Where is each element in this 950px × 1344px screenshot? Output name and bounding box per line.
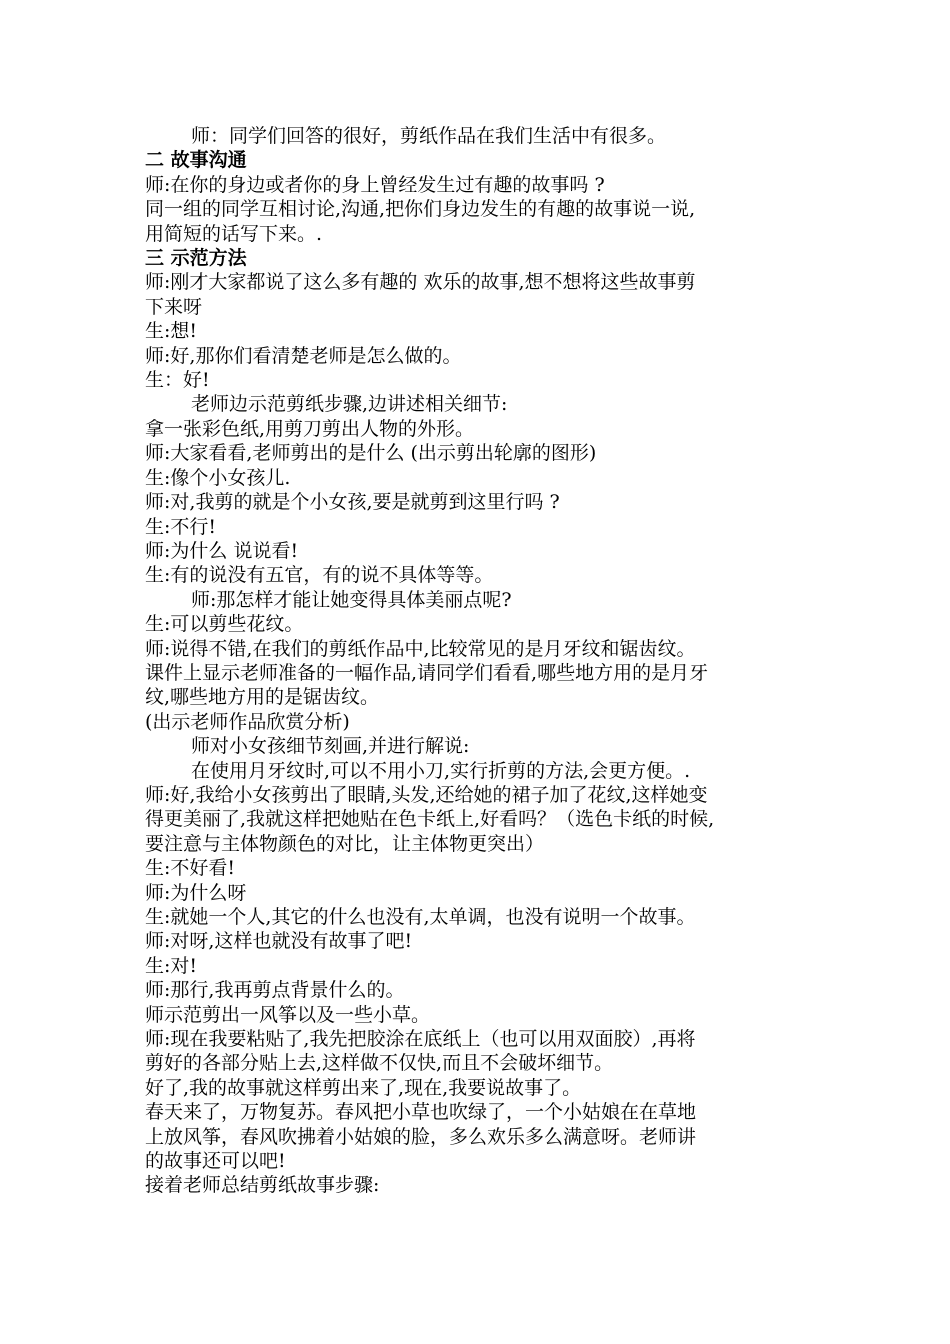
text-line: (出示老师作品欣赏分析) (145, 710, 350, 733)
text-line: 下来呀 (145, 295, 203, 318)
text-line: 师:对呀,这样也就没有故事了吧! (145, 930, 413, 953)
text-line: 师:在你的身边或者你的身上曾经发生过有趣的故事吗 ? (145, 173, 605, 196)
section-heading: 三 示范方法 (145, 247, 247, 270)
text-line: 同一组的同学互相讨论,沟通,把你们身边发生的有趣的故事说一说, (145, 198, 696, 221)
text-line: 生:对! (145, 954, 198, 977)
text-line: 师:那怎样才能让她变得具体美丽点呢? (191, 588, 512, 611)
text-line: 师:大家看看,老师剪出的是什么 (出示剪出轮廓的图形) (145, 442, 597, 465)
text-line: 得更美丽了,我就这样把她贴在色卡纸上,好看吗？（选色卡纸的时候, (145, 808, 715, 831)
text-line: 在使用月牙纹时,可以不用小刀,实行折剪的方法,会更方便。. (191, 759, 691, 782)
text-line: 用简短的话写下来。. (145, 222, 323, 245)
text-line: 师:好,我给小女孩剪出了眼睛,头发,还给她的裙子加了花纹,这样她变 (145, 783, 708, 806)
text-line: 师：同学们回答的很好，剪纸作品在我们生活中有很多。 (191, 125, 667, 147)
text-line: 生:就她一个人,其它的什么也没有,太单调，也没有说明一个故事。 (145, 906, 696, 928)
text-line: 上放风筝，春风吹拂着小姑娘的脸，多么欢乐多么满意呀。老师讲 (145, 1125, 697, 1148)
text-line: 生：好! (145, 369, 210, 392)
text-line: 师:现在我要粘贴了,我先把胶涂在底纸上（也可以用双面胶）,再将 (145, 1028, 696, 1051)
text-line: 老师边示范剪纸步骤,边讲述相关细节: (191, 393, 508, 416)
text-line: 要注意与主体物颜色的对比，让主体物更突出） (145, 832, 545, 855)
text-line: 师:好,那你们看清楚老师是怎么做的。 (145, 344, 462, 367)
text-line: 师:为什么呀 (145, 881, 247, 904)
text-line: 纹,哪些地方用的是锯齿纹。 (145, 686, 380, 709)
text-line: 接着老师总结剪纸故事步骤: (145, 1174, 380, 1197)
text-line: 春天来了，万物复苏。春风把小草也吹绿了，一个小姑娘在在草地 (145, 1101, 697, 1124)
section-heading: 二 故事沟通 (145, 149, 247, 172)
document-body (145, 124, 825, 1198)
text-line: 师:那行,我再剪点背景什么的。 (145, 979, 405, 1002)
text-line: 生:可以剪些花纹。 (145, 613, 304, 636)
text-line: 生:有的说没有五官，有的说不具体等等。 (145, 564, 494, 587)
text-line: 的故事还可以吧! (145, 1150, 286, 1173)
text-line: 课件上显示老师准备的一幅作品,请同学们看看,哪些地方用的是月牙 (145, 661, 709, 684)
text-line: 师:对,我剪的就是个小女孩,要是就剪到这里行吗 ? (145, 491, 560, 514)
text-line: 生:不行! (145, 515, 217, 538)
text-line: 好了,我的故事就这样剪出来了,现在,我要说故事了。 (145, 1076, 582, 1099)
text-line: 师对小女孩细节刻画,并进行解说: (191, 735, 470, 758)
text-line: 生:不好看! (145, 857, 236, 880)
text-line: 师:为什么 说说看! (145, 539, 299, 562)
text-line: 生:像个小女孩儿. (145, 466, 291, 489)
text-line: 师:刚才大家都说了这么多有趣的 欢乐的故事,想不想将这些故事剪 (145, 271, 696, 294)
text-line: 师:说得不错,在我们的剪纸作品中,比较常见的是月牙纹和锯齿纹。 (145, 637, 696, 660)
text-line: 师示范剪出一风筝以及一些小草。 (145, 1003, 431, 1026)
text-line: 拿一张彩色纸,用剪刀剪出人物的外形。 (145, 417, 475, 440)
text-line: 剪好的各部分贴上去,这样做不仅快,而且不会破坏细节。 (145, 1052, 614, 1075)
text-line: 生:想! (145, 320, 198, 343)
